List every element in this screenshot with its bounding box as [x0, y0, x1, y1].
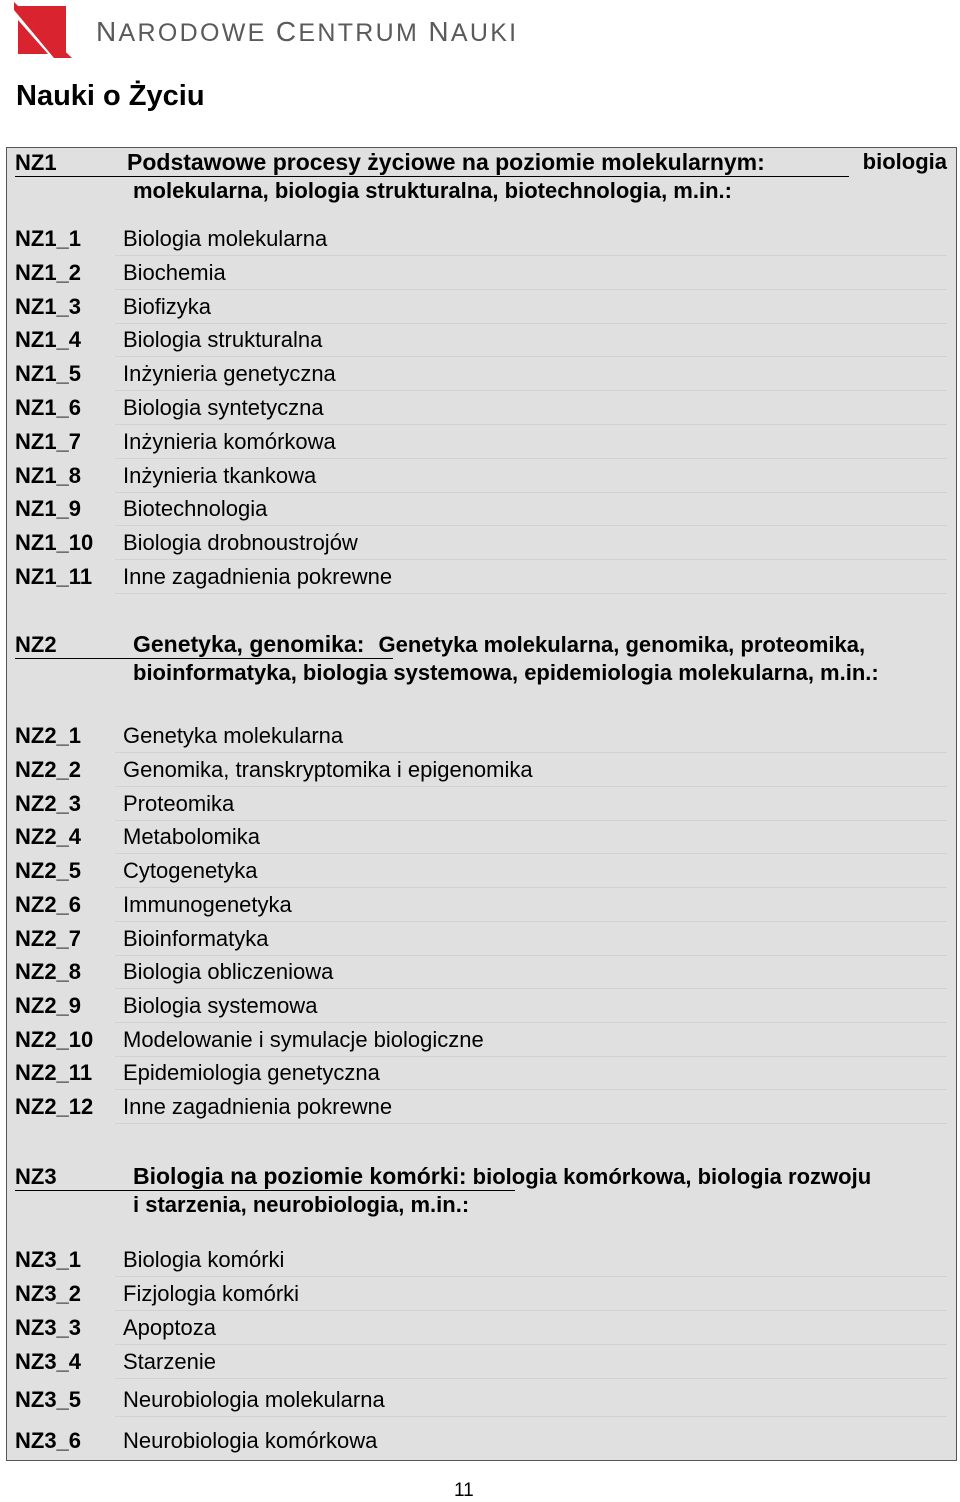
- category-code: NZ2: [15, 632, 57, 657]
- table-row: NZ3_3 Apoptoza: [15, 1311, 947, 1345]
- page-title: Nauki o Życiu: [16, 80, 205, 112]
- table-row: NZ3_6 Neurobiologia komórkowa: [15, 1428, 378, 1453]
- table-row: NZ2_1 Genetyka molekularna: [15, 719, 947, 753]
- category-title: Biologia na poziomie komórki:: [133, 1163, 467, 1189]
- ncn-logo: [14, 2, 72, 58]
- table-row: NZ2_6 Immunogenetyka: [15, 888, 947, 922]
- table-row: NZ1_11 Inne zagadnienia pokrewne: [15, 560, 947, 594]
- category-description: Genetyka, genomika: Genetyka molekularna, genomika, proteomika, bioinformatyka, biologia systemowa, epidemiologia molekularna, m.in.:: [133, 631, 879, 685]
- table-row: NZ2_4 Metabolomika: [15, 820, 947, 854]
- organization-name: NARODOWE CENTRUM NAUKI: [96, 16, 519, 47]
- category-description: Podstawowe procesy życiowe na poziomie molekularnym: biologia molekularna, biologia strukturalna, biotechnologia, m.in.:: [127, 149, 947, 203]
- table-row: NZ1_3 Biofizyka: [15, 290, 947, 324]
- table-row: NZ2_10 Modelowanie i symulacje biologiczne: [15, 1023, 947, 1057]
- table-row: NZ2_12 Inne zagadnienia pokrewne: [15, 1090, 947, 1124]
- table-row: NZ2_5 Cytogenetyka: [15, 854, 947, 888]
- table-row: NZ2_3 Proteomika: [15, 787, 947, 821]
- category-title: Genetyka, genomika:: [133, 631, 365, 657]
- table-row: NZ1_10 Biologia drobnoustrojów: [15, 526, 947, 560]
- category-title: Podstawowe procesy życiowe na poziomie molekularnym:: [127, 149, 765, 175]
- table-row: NZ1_8 Inżynieria tkankowa: [15, 459, 947, 493]
- page-header: [14, 2, 944, 62]
- table-row: NZ3_5 Neurobiologia molekularna: [15, 1383, 947, 1417]
- table-row: NZ2_8 Biologia obliczeniowa: [15, 955, 947, 989]
- table-row: NZ3_2 Fizjologia komórki: [15, 1277, 947, 1311]
- category-code: NZ3: [15, 1164, 57, 1189]
- table-row: NZ2_11 Epidemiologia genetyczna: [15, 1056, 947, 1090]
- table-row: NZ1_6 Biologia syntetyczna: [15, 391, 947, 425]
- table-row: NZ2_7 Bioinformatyka: [15, 922, 947, 956]
- table-row: NZ1_1 Biologia molekularna: [15, 222, 947, 256]
- table-row: NZ3_1 Biologia komórki: [15, 1243, 947, 1277]
- category-code: NZ1: [15, 150, 57, 175]
- table-row: NZ2_2 Genomika, transkryptomika i epigenomika: [15, 753, 947, 787]
- table-row: NZ1_2 Biochemia: [15, 256, 947, 290]
- classification-table: [6, 147, 957, 1461]
- table-row: NZ3_4 Starzenie: [15, 1345, 947, 1379]
- category-description: Biologia na poziomie komórki: biologia komórkowa, biologia rozwoju i starzenia, neurobiologia, m.in.:: [133, 1163, 872, 1217]
- table-row: NZ1_9 Biotechnologia: [15, 492, 947, 526]
- table-row: NZ1_7 Inżynieria komórkowa: [15, 425, 947, 459]
- table-row: NZ1_4 Biologia strukturalna: [15, 323, 947, 357]
- table-row: NZ2_9 Biologia systemowa: [15, 989, 947, 1023]
- table-row: NZ1_5 Inżynieria genetyczna: [15, 357, 947, 391]
- page-number: 11: [454, 1480, 474, 1501]
